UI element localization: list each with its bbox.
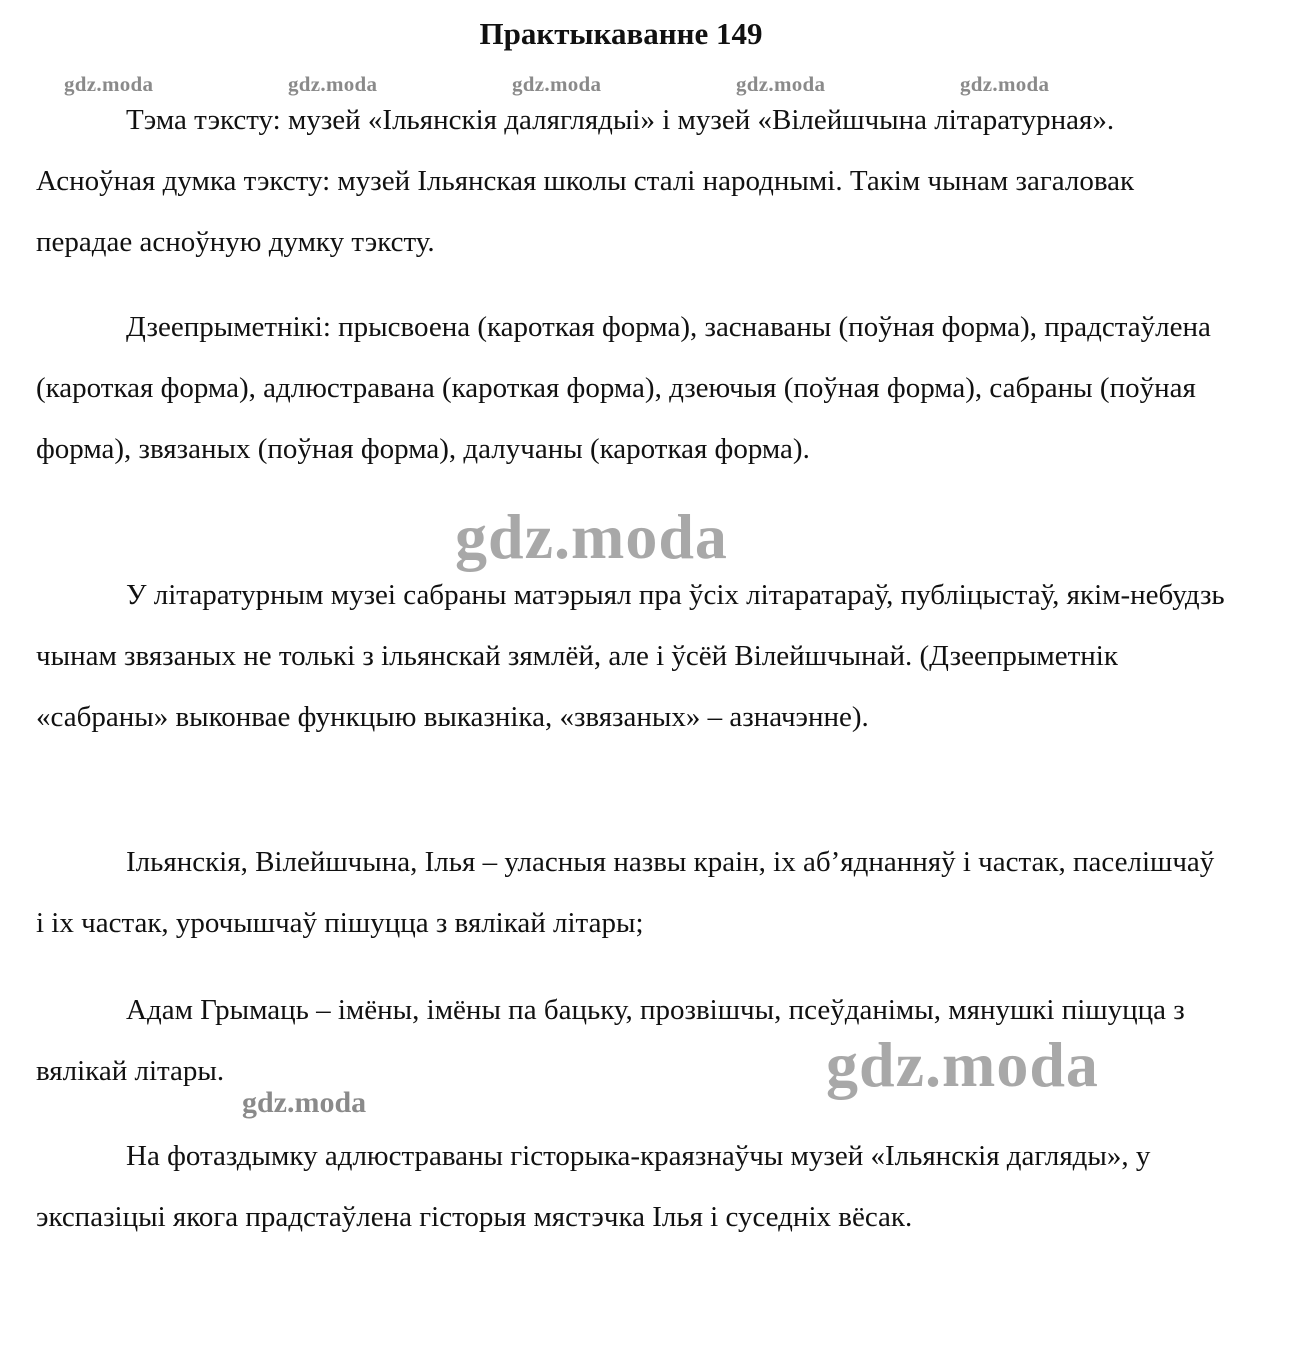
paragraph-theme: Тэма тэксту: музей «Ільянскія даляглядыі» і музей «Вілейшчына літаратурная». Асноўная думка тэксту: музей Ільянская школы сталі народнымі. Такім чынам загаловак перадае асноўную думку тэксту. — [36, 104, 1135, 258]
paragraph-participles: Дзеепрыметнікі: прысвоена (кароткая форма), заснаваны (поўная форма), прадстаўлена (кароткая форма), адлюстравана (кароткая форма), дзеючыя (поўная форма), сабраны (поўная форма), звязаных (поўная форма), далучаны (кароткая форма). — [36, 311, 1211, 465]
watermark-small: gdz.moda — [64, 72, 154, 96]
watermark-large: gdz.moda — [455, 501, 728, 572]
watermark-large: gdz.moda — [826, 1029, 1099, 1100]
paragraph-museum: У літаратурным музеі сабраны матэрыял пра ўсіх літаратараў, публіцыстаў, якім-небудзь чынам звязаных не толькі з ільянскай зямлёй, але і ўсёй Вілейшчынай. (Дзеепрыметнік «сабраны» выконвае функцыю выказніка, «звязаных» – азначэнне). — [36, 579, 1225, 733]
watermark-small: gdz.moda — [512, 72, 602, 96]
watermark-medium: gdz.moda — [242, 1086, 367, 1119]
watermark-small: gdz.moda — [288, 72, 378, 96]
watermark-small: gdz.moda — [736, 72, 826, 96]
watermark-small: gdz.moda — [960, 72, 1050, 96]
paragraph-personal-names: Адам Грымаць – імёны, імёны па бацьку, прозвішчы, псеўданімы, мянушкі пішуцца з вялікай літары. — [36, 994, 1185, 1087]
paragraph-photo: На фотаздымку адлюстраваны гісторыка-краязнаўчы музей «Ільянскія дагляды», у экспазіцыі якога прадстаўлена гісторыя мястэчка Ілья і суседніх вёсак. — [36, 1140, 1151, 1233]
paragraph-proper-names: Ільянскія, Вілейшчына, Ілья – уласныя назвы краін, іх аб’яднанняў і частак, паселішчаў і іх частак, урочышчаў пішуцца з вялікай літары; — [36, 846, 1215, 939]
page-title: Практыкаванне 149 — [479, 16, 763, 51]
